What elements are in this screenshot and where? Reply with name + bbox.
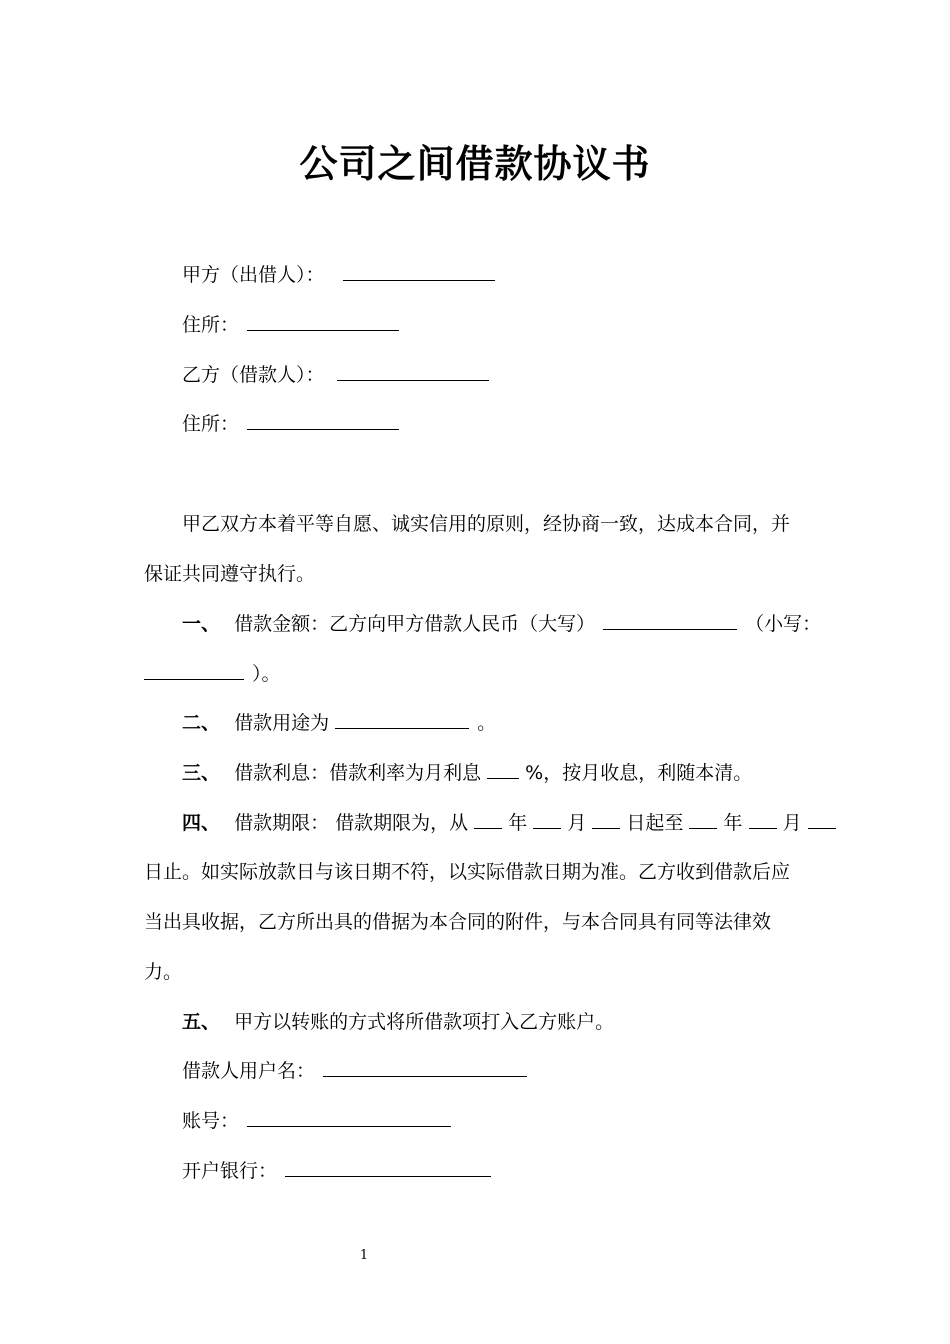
clause-4-line-1 bbox=[182, 810, 836, 836]
address-label-a: 住所： bbox=[182, 314, 240, 336]
end-year-blank bbox=[689, 810, 717, 829]
party-a-label: 甲方（出借人）： bbox=[182, 264, 325, 286]
party-b-address-line bbox=[182, 411, 401, 437]
start-year-blank bbox=[474, 810, 502, 829]
clause-4-line-2: 日止。如实际放款日与该日期不符，以实际借款日期为准。乙方收到借款后应 bbox=[144, 861, 791, 883]
party-b-line bbox=[182, 362, 491, 388]
bank-line bbox=[182, 1158, 493, 1184]
page-number: 1 bbox=[359, 1248, 369, 1263]
party-a-line bbox=[182, 262, 497, 288]
clause-3-text-a: 借款利息：借款利率为月利息 bbox=[234, 762, 482, 784]
account-number-line bbox=[182, 1108, 453, 1134]
party-a-address-blank bbox=[247, 312, 399, 331]
account-number-label: 账号： bbox=[182, 1110, 240, 1132]
intro-line-2: 保证共同遵守执行。 bbox=[144, 563, 316, 585]
party-a-blank bbox=[343, 262, 495, 281]
clause-4-number: 四、 bbox=[182, 812, 221, 834]
clause-1-line-2 bbox=[144, 661, 281, 687]
start-day-blank bbox=[592, 810, 620, 829]
end-year-label: 年 bbox=[723, 812, 743, 834]
end-month-blank bbox=[749, 810, 777, 829]
start-month-label: 月 bbox=[567, 812, 587, 834]
bank-blank bbox=[285, 1158, 491, 1177]
end-month-label: 月 bbox=[782, 812, 802, 834]
clause-5-number: 五、 bbox=[182, 1011, 221, 1033]
clause-4-line-3: 当出具收据，乙方所出具的借据为本合同的附件，与本合同具有同等法律效 bbox=[144, 911, 772, 933]
clause-3-number: 三、 bbox=[182, 762, 221, 784]
clause-3-rate-blank bbox=[487, 760, 519, 779]
clause-2-blank bbox=[335, 710, 469, 729]
start-day-label: 日起至 bbox=[626, 812, 684, 834]
clause-2-number: 二、 bbox=[182, 712, 221, 734]
party-b-blank bbox=[337, 362, 489, 381]
clause-3-text-b: %，按月收息，利随本清。 bbox=[525, 762, 753, 784]
clause-1-number: 一、 bbox=[182, 613, 221, 635]
bank-label: 开户银行： bbox=[182, 1160, 278, 1182]
party-b-label: 乙方（借款人）： bbox=[182, 364, 325, 386]
document-title: 公司之间借款协议书 bbox=[299, 142, 651, 186]
clause-1-line-1 bbox=[182, 611, 821, 637]
clause-1-text-a: 借款金额：乙方向甲方借款人民币（大写） bbox=[234, 613, 596, 635]
intro-line-1: 甲乙双方本着平等自愿、诚实信用的原则，经协商一致，达成本合同，并 bbox=[182, 513, 791, 535]
clause-3-line bbox=[182, 760, 752, 786]
clause-1-uppercase-blank bbox=[603, 611, 737, 630]
account-name-line bbox=[182, 1058, 529, 1084]
address-label-b: 住所： bbox=[182, 413, 240, 435]
clause-1-text-b: （小写： bbox=[745, 613, 822, 635]
account-name-blank bbox=[323, 1058, 527, 1077]
start-year-label: 年 bbox=[508, 812, 528, 834]
clause-1-lowercase-blank bbox=[144, 661, 244, 680]
clause-2-text-a: 借款用途为 bbox=[234, 712, 330, 734]
start-month-blank bbox=[533, 810, 561, 829]
clause-2-line bbox=[182, 710, 496, 736]
end-day-blank bbox=[808, 810, 836, 829]
clause-4-text-a: 借款期限： 借款期限为，从 bbox=[234, 812, 469, 834]
party-b-address-blank bbox=[247, 411, 399, 430]
party-a-address-line bbox=[182, 312, 401, 338]
clause-1-text-c: ）。 bbox=[252, 663, 281, 685]
clause-5-text: 甲方以转账的方式将所借款项打入乙方账户。 bbox=[234, 1011, 615, 1033]
account-number-blank bbox=[247, 1108, 451, 1127]
clause-5-line bbox=[182, 1009, 614, 1035]
account-name-label: 借款人用户名： bbox=[182, 1060, 316, 1082]
clause-4-line-4: 力。 bbox=[144, 961, 183, 983]
clause-2-text-b: 。 bbox=[477, 712, 497, 734]
